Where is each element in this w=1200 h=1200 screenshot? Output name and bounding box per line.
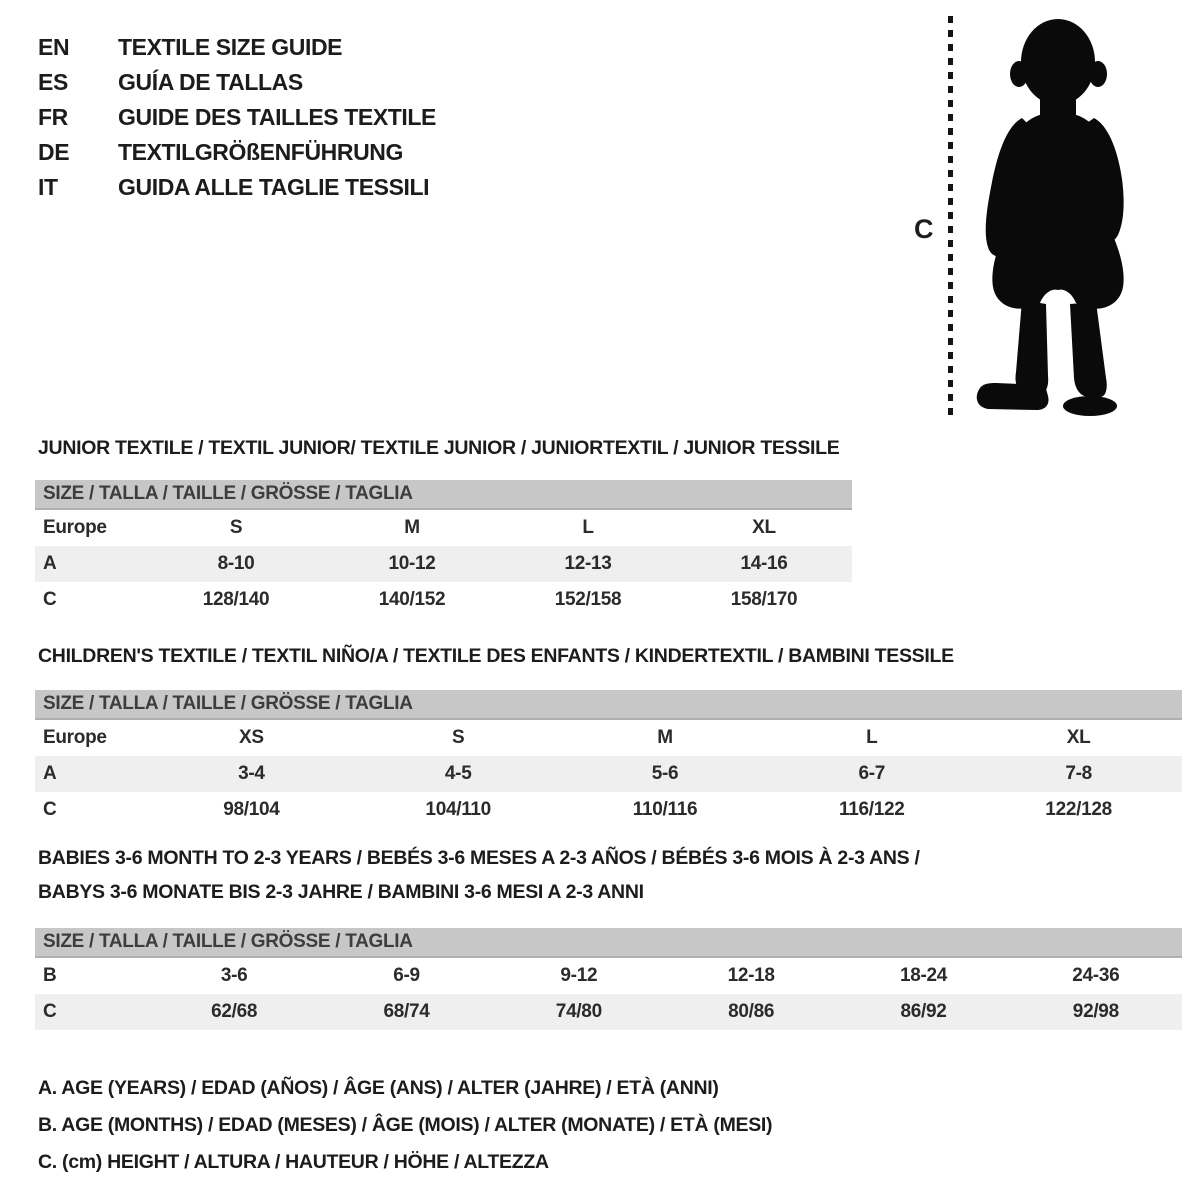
size-header-bar: SIZE / TALLA / TAILLE / GRÖSSE / TAGLIA bbox=[35, 690, 1182, 720]
table-cell: XL bbox=[752, 517, 776, 538]
table-row bbox=[35, 792, 1182, 828]
table-cell: L bbox=[582, 517, 594, 538]
lang-code: DE bbox=[38, 139, 70, 165]
table-cell: 9-12 bbox=[560, 965, 598, 986]
table-cell: 3-4 bbox=[238, 763, 265, 784]
height-measure-line bbox=[948, 16, 953, 417]
babies-size-table bbox=[35, 928, 1182, 1030]
table-cell: 7-8 bbox=[1065, 763, 1092, 784]
lang-row-es bbox=[38, 65, 436, 100]
table-row bbox=[35, 582, 852, 618]
lang-code: FR bbox=[38, 104, 68, 130]
size-header-bar: SIZE / TALLA / TAILLE / GRÖSSE / TAGLIA bbox=[35, 928, 1182, 958]
table-cell: 12-18 bbox=[727, 965, 775, 986]
language-title-list bbox=[38, 30, 436, 205]
table-cell: S bbox=[452, 727, 465, 748]
table-row bbox=[35, 720, 1182, 756]
table-cell: 62/68 bbox=[211, 1001, 258, 1022]
row-label: C bbox=[43, 1001, 57, 1022]
lang-code: ES bbox=[38, 69, 68, 95]
table-cell: 110/116 bbox=[632, 799, 698, 820]
lang-row-fr bbox=[38, 100, 436, 135]
table-cell: XS bbox=[239, 727, 264, 748]
legend-line-a: A. AGE (YEARS) / EDAD (AÑOS) / ÂGE (ANS) / ALTER (JAHRE) / ETÀ (ANNI) bbox=[38, 1077, 719, 1099]
lang-code: EN bbox=[38, 34, 70, 60]
children-section-title bbox=[38, 639, 954, 673]
row-label: A bbox=[43, 763, 57, 784]
table-cell: 6-9 bbox=[393, 965, 420, 986]
table-cell: 10-12 bbox=[388, 553, 436, 574]
lang-title: GUIDE DES TAILLES TEXTILE bbox=[118, 104, 436, 130]
table-cell: 74/80 bbox=[555, 1001, 602, 1022]
table-cell: 4-5 bbox=[444, 763, 472, 784]
legend-line-c: C. (cm) HEIGHT / ALTURA / HAUTEUR / HÖHE / ALTEZZA bbox=[38, 1151, 549, 1173]
table-cell: S bbox=[229, 517, 243, 538]
table-cell: 14-16 bbox=[740, 553, 788, 574]
lang-row-en bbox=[38, 30, 436, 65]
junior-table-rows bbox=[35, 510, 852, 618]
table-cell: 116/122 bbox=[839, 799, 905, 820]
table-row bbox=[35, 756, 1182, 792]
babies-title-line-1: BABIES 3-6 MONTH TO 2-3 YEARS / BEBÉS 3-6 MESES A 2-3 AÑOS / BÉBÉS 3-6 MOIS À 2-3 ANS / bbox=[38, 847, 920, 869]
table-cell: 92/98 bbox=[1072, 1001, 1119, 1022]
table-cell: 98/104 bbox=[223, 799, 280, 820]
table-cell: 140/152 bbox=[378, 589, 446, 610]
babies-title-line-2: BABYS 3-6 MONATE BIS 2-3 JAHRE / BAMBINI 3-6 MESI A 2-3 ANNI bbox=[38, 881, 644, 903]
babies-table-rows bbox=[35, 958, 1182, 1030]
table-cell: 8-10 bbox=[217, 553, 255, 574]
table-cell: 18-24 bbox=[899, 965, 948, 986]
table-cell: 12-13 bbox=[564, 553, 612, 574]
table-cell: 5-6 bbox=[651, 763, 679, 784]
junior-title-line: JUNIOR TEXTILE / TEXTIL JUNIOR/ TEXTILE JUNIOR / JUNIORTEXTIL / JUNIOR TESSILE bbox=[38, 437, 840, 459]
row-label: Europe bbox=[43, 517, 107, 538]
children-table-rows bbox=[35, 720, 1182, 828]
row-label: A bbox=[43, 553, 57, 574]
height-measure-label: C bbox=[914, 214, 934, 244]
table-cell: L bbox=[866, 727, 878, 748]
row-label: Europe bbox=[43, 727, 107, 748]
table-cell: 68/74 bbox=[383, 1001, 430, 1022]
table-row bbox=[35, 510, 852, 546]
table-cell: 128/140 bbox=[202, 589, 270, 610]
lang-code: IT bbox=[38, 174, 58, 200]
lang-title: TEXTILE SIZE GUIDE bbox=[118, 34, 343, 60]
measure-legend bbox=[38, 1070, 772, 1181]
junior-size-table bbox=[35, 480, 852, 618]
lang-title: GUIDA ALLE TAGLIE TESSILI bbox=[118, 174, 430, 200]
children-title-line: CHILDREN'S TEXTILE / TEXTIL NIÑO/A / TEXTILE DES ENFANTS / KINDERTEXTIL / BAMBINI TESSILE bbox=[38, 645, 954, 667]
lang-row-it bbox=[38, 170, 436, 205]
lang-title: GUÍA DE TALLAS bbox=[118, 69, 303, 95]
junior-section-title bbox=[38, 431, 840, 465]
babies-section-title bbox=[38, 841, 920, 909]
legend-line-b: B. AGE (MONTHS) / EDAD (MESES) / ÂGE (MOIS) / ALTER (MONATE) / ETÀ (MESI) bbox=[38, 1114, 773, 1136]
row-label: B bbox=[43, 965, 57, 986]
table-row bbox=[35, 958, 1182, 994]
table-row bbox=[35, 546, 852, 582]
lang-title: TEXTILGRÖßENFÜHRUNG bbox=[118, 139, 403, 165]
table-cell: 86/92 bbox=[900, 1001, 947, 1022]
table-cell: 152/158 bbox=[554, 589, 622, 610]
table-cell: 158/170 bbox=[730, 589, 798, 610]
children-size-table bbox=[35, 690, 1182, 828]
table-cell: 6-7 bbox=[858, 763, 886, 784]
table-cell: 104/110 bbox=[425, 799, 491, 820]
row-label: C bbox=[43, 589, 57, 610]
size-header-bar: SIZE / TALLA / TAILLE / GRÖSSE / TAGLIA bbox=[35, 480, 852, 510]
table-cell: M bbox=[657, 727, 673, 748]
table-cell: 3-6 bbox=[220, 965, 248, 986]
table-cell: 80/86 bbox=[728, 1001, 775, 1022]
table-cell: XL bbox=[1066, 727, 1091, 748]
table-cell: 122/128 bbox=[1045, 799, 1112, 820]
row-label: C bbox=[43, 799, 57, 820]
table-cell: M bbox=[404, 517, 420, 538]
lang-row-de bbox=[38, 135, 436, 170]
table-cell: 24-36 bbox=[1072, 965, 1120, 986]
table-row bbox=[35, 994, 1182, 1030]
toddler-silhouette-icon bbox=[962, 16, 1137, 418]
